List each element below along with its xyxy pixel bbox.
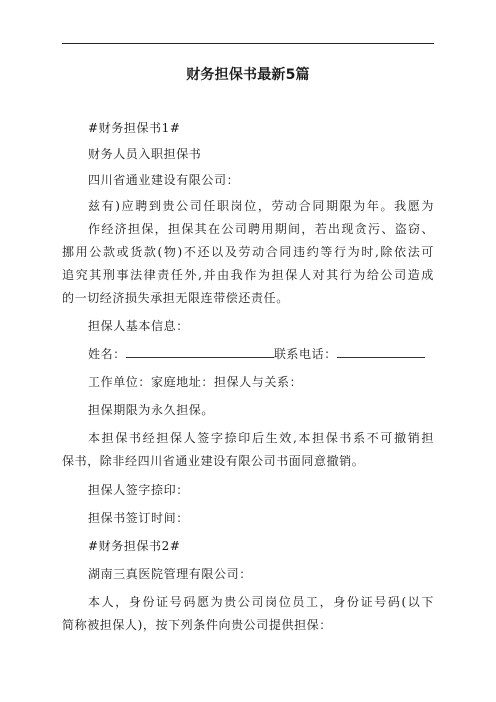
paragraph-line: 简称被担保人)，按下列条件向贵公司提供担保： [62, 618, 332, 632]
paragraph-line: 的一切经济损失承担无限连带偿还责任。 [62, 291, 289, 305]
name-blank [126, 346, 274, 358]
addressee-line: 四川省通业建设有限公司： [88, 173, 240, 187]
paragraph-line: 兹有)应聘到贵公司任职岗位，劳动合同期限为年。我愿为 [88, 199, 434, 213]
name-label: 姓名： [88, 347, 126, 361]
page-title: 财务担保书最新5篇 [186, 67, 310, 83]
paragraph-line: 追究其刑事法律责任外,并由我作为担保人对其行为给公司造成 [62, 268, 434, 282]
header-rule [62, 43, 434, 44]
term-line: 担保期限为永久担保。 [88, 403, 215, 417]
paragraph-line: 保书，除非经四川省通业建设有限公司书面同意撤销。 [62, 454, 365, 468]
paragraph-line: 本担保书经担保人签字捺印后生效,本担保书系不可撤销担 [88, 431, 434, 445]
name-phone-line [88, 346, 434, 362]
signature-line: 担保人签字捺印： [88, 483, 189, 497]
phone-blank [337, 346, 425, 358]
paragraph-line: 作经济担保，担保其在公司聘用期间，若出现贪污、盗窃、 [88, 222, 434, 236]
guarantor-info-heading: 担保人基本信息： [88, 319, 189, 333]
paragraph-line: 本人，身份证号码愿为贵公司岗位员工，身份证号码(以下 [88, 595, 434, 609]
phone-label: 联系电话： [273, 347, 337, 361]
work-address-line: 工作单位：家庭地址：担保人与关系： [88, 375, 303, 389]
paragraph-line: 挪用公款或货款(物)不还以及劳动合同违约等行为时,除依法可 [62, 245, 434, 259]
section-heading-2: #财务担保书2# [88, 539, 181, 553]
sign-date-line: 担保书签订时间： [88, 511, 189, 525]
section-heading-1: #财务担保书1# [88, 121, 181, 135]
subtitle-line: 财务人员入职担保书 [88, 147, 202, 161]
addressee-line-2: 湖南三真医院管理有限公司： [88, 567, 252, 581]
